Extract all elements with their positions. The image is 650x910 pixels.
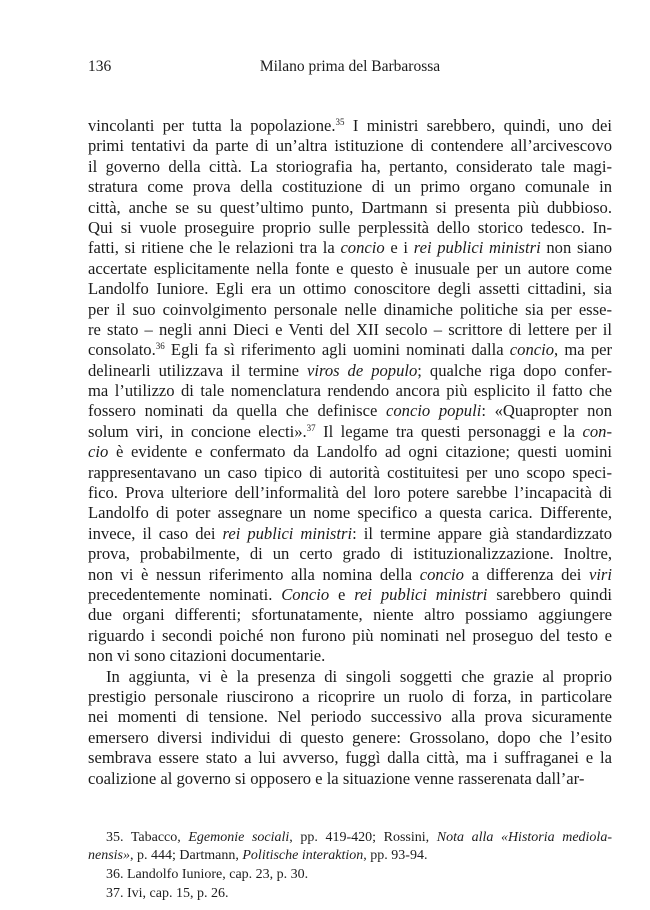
text-line [88,565,612,585]
text-line [88,361,612,381]
italic-run: concio [419,564,464,584]
body-text [88,116,612,789]
italic-run: viros de populo [307,360,418,380]
text-run: : «Quapropter non [481,401,612,421]
italic-run: Concio [281,584,330,604]
text-run: delinearli utilizzava il termine [88,360,307,380]
text-line [88,300,612,320]
text-run: I ministri sarebbero, quindi, uno dei [344,116,612,135]
text-run: 37. Ivi, cap. 15, p. 26. [106,885,229,901]
text-run: non vi sono citazioni documentarie. [88,646,326,666]
text-run: prestigio personale riuscirono a ricoprire un ruolo di forza, in particolare [88,686,612,706]
footnote-line [88,885,612,904]
text-line [88,667,612,687]
running-head [88,58,612,80]
text-line [88,585,612,605]
text-line [88,116,612,136]
footnote [88,885,612,904]
text-run: e i [384,238,414,258]
italic-run: concio populi [386,401,482,421]
text-line [88,748,612,768]
text-run: , pp. 419-420; Rossini, [289,829,437,845]
text-run: non vi è nessun riferimento alla nomina della [88,564,420,584]
text-line [88,279,612,299]
text-run: 36. Landolfo Iuniore, cap. 23, p. 30. [106,867,309,883]
footnote [88,829,612,866]
text-run: rappresentavano un caso tipico di autorità costituitesi per uno scopo speci- [88,462,612,482]
text-line [88,422,612,442]
text-line [88,198,612,218]
text-line [88,626,612,646]
text-run: città, anche se su quest’ultimo punto, Dartmann si presenta più dubbioso. [88,197,612,217]
footnote-line [88,866,612,885]
text-run: è evidente e confermato da Landolfo ad ogni citazione; questi uomini [108,442,612,462]
text-run: consolato. [88,340,156,360]
italic-run: viri [588,564,612,584]
text-line [88,259,612,279]
text-run: per il suo coinvolgimento personale nelle dinamiche politiche sia per esse- [88,299,612,319]
text-run: Landolfo di poter assegnare un nome specifico a questa carica. Differente, [88,503,612,523]
text-run: fatti, si ritiene che le relazioni tra la [88,238,341,258]
text-run: coalizione al governo si opposero e la situazione venne rasserenata dall’ar- [88,768,585,788]
book-page [88,58,612,903]
text-run: e [329,584,355,604]
text-line [88,340,612,360]
text-run: re stato – negli anni Dieci e Venti del XII secolo – scrittore di lettere per il [88,319,612,339]
italic-run: Egemonie sociali [188,829,290,845]
text-line [88,381,612,401]
text-line [88,442,612,462]
text-line [88,136,612,156]
text-run: fossero nominati da quella che definisce [88,401,386,421]
paragraph [88,116,612,667]
text-run: Egli fa sì riferimento agli uomini nominati dalla [164,340,510,360]
text-run: precedentemente nominati. [88,584,282,604]
text-run: : il termine appare già standardizzato [352,523,612,543]
text-line [88,463,612,483]
text-line [88,605,612,625]
text-run: riguardo i secondi poiché non furono più nominati nel proseguo del testo e [88,625,612,645]
text-run: prova, probabilmente, di un certo grado di istituzionalizzazione. Inoltre, [88,544,612,564]
footnote-line [88,847,612,866]
text-run: Qui si vuole proseguire proprio sulle perplessità dello storico tedesco. In- [88,217,612,237]
italic-run: cio [88,442,109,462]
text-run: due organi differenti; sfortunatamente, niente altro possiamo aggiungere [88,605,612,625]
text-line [88,544,612,564]
text-run: invece, il caso dei [88,523,223,543]
text-run: stratura come prova della costituzione di un primo organo comunale in [88,177,612,197]
paragraph [88,667,612,789]
text-run: Landolfo Iuniore. Egli era un ottimo conoscitore degli assetti cittadini, sia [88,279,612,299]
footnote-ref: 37 [306,422,316,433]
footnotes [88,829,612,903]
text-run: emersero diversi individui di questo genere: Grossolano, dopo che l’esito [88,727,612,747]
italic-run: con- [582,421,612,441]
text-line [88,646,612,666]
italic-run: Politische interaktion [242,848,364,864]
text-run: In aggiunta, vi è la presenza di singoli soggetti che grazie al proprio [106,666,612,686]
text-line [88,157,612,177]
text-line [88,524,612,544]
italic-run: nensis» [88,848,130,864]
text-line [88,320,612,340]
text-run: ; qualche riga dopo confer- [417,360,612,380]
text-run: primi tentativi da parte di un’altra istituzione di contendere all’arcivescovo [88,136,612,156]
text-run: vincolanti per tutta la popolazione. [88,116,336,135]
text-run: solum viri, in concione electi». [88,421,307,441]
text-run: accertate esplicitamente nella fonte e questo è inusuale per un autore come [88,258,612,278]
running-title: Milano prima del Barbarossa [259,58,441,75]
text-run: nei momenti di tensione. Nel periodo successivo alla prova sicuramente [88,707,612,727]
text-run: ma l’utilizzo di tale nomenclatura rendendo ancora più esplicito il fatto che [88,381,612,401]
text-run: a differenza dei [463,564,589,584]
italic-run: rei publici ministri [413,238,541,258]
text-run: il governo della città. La storiografia ha, pertanto, considerato tale magi- [88,156,612,176]
text-line [88,177,612,197]
text-run: , ma per [554,340,613,360]
footnote-line [88,829,612,848]
italic-run: Nota alla «Historia mediola- [436,829,612,845]
text-line [88,503,612,523]
text-line [88,707,612,727]
italic-run: rei publici ministri [354,584,488,604]
footnote [88,866,612,885]
italic-run: rei publici ministri [222,523,353,543]
text-line [88,483,612,503]
page-number: 136 [88,58,112,75]
text-line [88,769,612,789]
text-line [88,218,612,238]
italic-run: concio [509,340,555,360]
footnote-ref: 36 [155,341,165,352]
text-line [88,687,612,707]
footnote-ref: 35 [335,117,345,127]
text-line [88,728,612,748]
text-run: , p. 444; Dartmann, [130,848,243,864]
text-run: non siano [540,238,612,258]
text-run: sembrava essere stato a lui avverso, fuggì dalla città, ma i suffraganei e la [88,748,612,768]
text-run: sarebbero quindi [487,584,612,604]
text-line [88,238,612,258]
italic-run: concio [340,238,385,258]
text-line [88,401,612,421]
text-run: , pp. 93-94. [363,848,428,864]
text-run: fico. Prova ulteriore dell’informalità del loro potere sarebbe l’incapacità di [88,483,612,503]
text-run: Il legame tra questi personaggi e la [315,421,583,441]
text-run: 35. Tabacco, [106,829,189,845]
